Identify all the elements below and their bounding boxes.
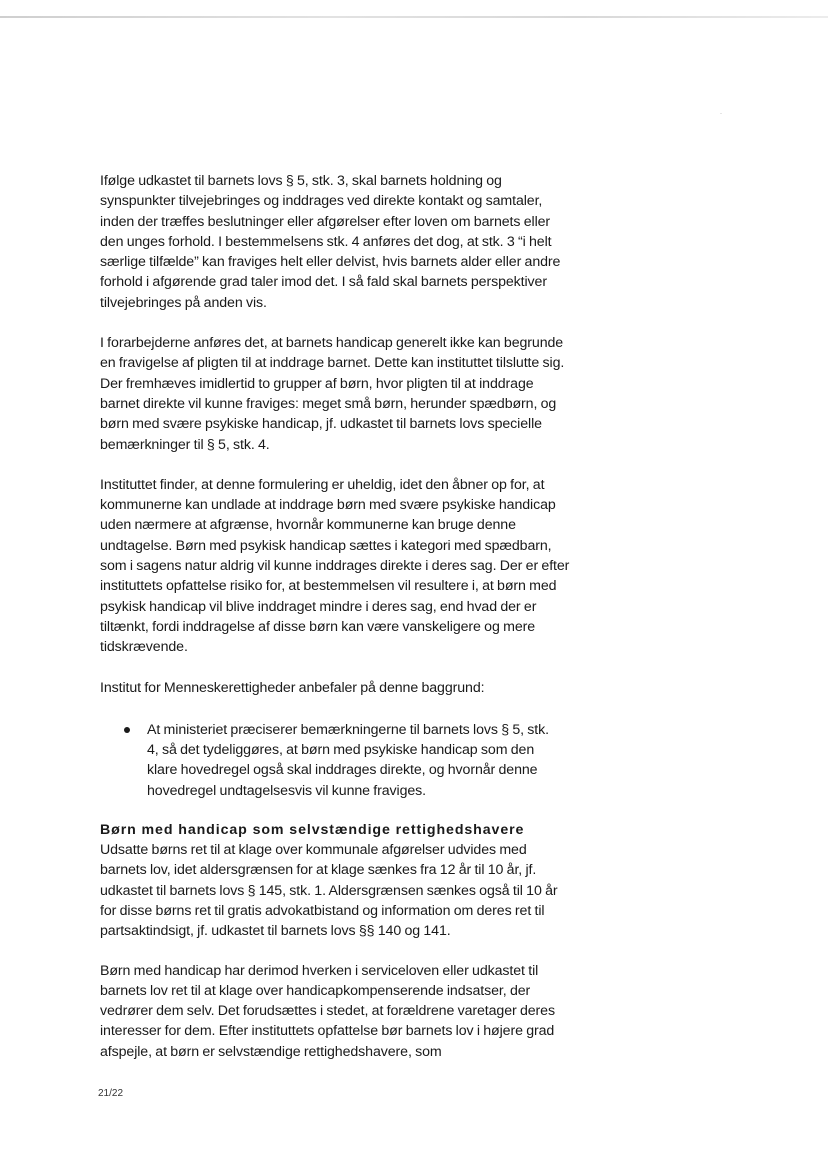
scan-speck: [720, 113, 722, 114]
list-item-text: At ministeriet præciserer bemærkningerne til barnets lovs § 5, stk. 4, så det tydeliggøres, at børn med psykiske handicap som den klare hovedregel også skal inddrages direkte, og hvornår denne hovedregel undtagelsesvis vil kunne fraviges.: [147, 721, 549, 799]
list-item: [147, 720, 570, 801]
section-heading: Børn med handicap som selvstændige rettighedshavere: [100, 822, 525, 839]
paragraph: Institut for Menneskerettigheder anbefaler på denne baggrund:: [100, 679, 485, 696]
scan-top-edge: [0, 16, 828, 18]
paragraph: I forarbejderne anføres det, at barnets handicap generelt ikke kan begrunde en fravigelse af pligten til at inddrage barnet. Dette kan instituttet tilslutte sig. Der fremhæves imidlertid to grupper af børn, hvor pligten til at inddrage barnet direkte vil kunne fraviges: meget små børn, herunder spædbørn, og børn med svære psykiske handicap, jf. udkastet til barnets lovs specielle bemærkninger til § 5, stk. 4.: [100, 335, 565, 453]
paragraph: Ifølge udkastet til barnets lovs § 5, stk. 3, skal barnets holdning og synspunkter tilvejebringes og inddrages ved direkte kontakt og samtaler, inden der træffes beslutninger eller afgørelser efter loven om barnets eller den unges forhold. I bestemmelsens stk. 4 anføres det dog, at stk. 3 “i helt særlige tilfælde” kan fraviges helt eller delvist, hvis barnets alder eller andre forhold i afgørende grad taler imod det. I så fald skal barnets perspektiver tilvejebringes på anden vis.: [100, 173, 561, 311]
recommendation-list: [100, 720, 570, 801]
page-number: 21/22: [98, 1088, 124, 1099]
bullet-icon: [124, 727, 130, 733]
document-body: [100, 171, 570, 1062]
paragraph: Instituttet finder, at denne formulering er uheldig, idet den åbner op for, at kommunerne kan undlade at inddrage børn med svære psykiske handicap uden nærmere at afgrænse, hvornår kommunerne kan bruge denne undtagelse. Børn med psykisk handicap sættes i kategori med spædbarn, som i sagens natur aldrig vil kunne inddrages direkte i deres sag. Der er efter instituttets opfattelse risiko for, at bestemmelsen vil resultere i, at børn med psykisk handicap vil blive inddraget mindre i deres sag, end hvad der er tiltænkt, fordi inddragelse af disse børn kan være vanskeligere og mere tidskrævende.: [100, 476, 570, 656]
paragraph: Børn med handicap har derimod hverken i serviceloven eller udkastet til barnets lov ret til at klage over handicapkompenserende indsatser, der vedrører dem selv. Det forudsættes i stedet, at forældrene varetager deres interesser for dem. Efter instituttets opfattelse bør barnets lov i højere grad afspejle, at børn er selvstændige rettighedshavere, som: [100, 962, 555, 1060]
paragraph: Udsatte børns ret til at klage over kommunale afgørelser udvides med barnets lov, idet aldersgrænsen for at klage sænkes fra 12 år til 10 år, jf. udkastet til barnets lovs § 145, stk. 1. Aldersgrænsen sænkes også til 10 år for disse børns ret til gratis advokatbistand og information om deres ret til partsaktindsigt, jf. udkastet til barnets lovs §§ 140 og 141.: [100, 842, 558, 940]
